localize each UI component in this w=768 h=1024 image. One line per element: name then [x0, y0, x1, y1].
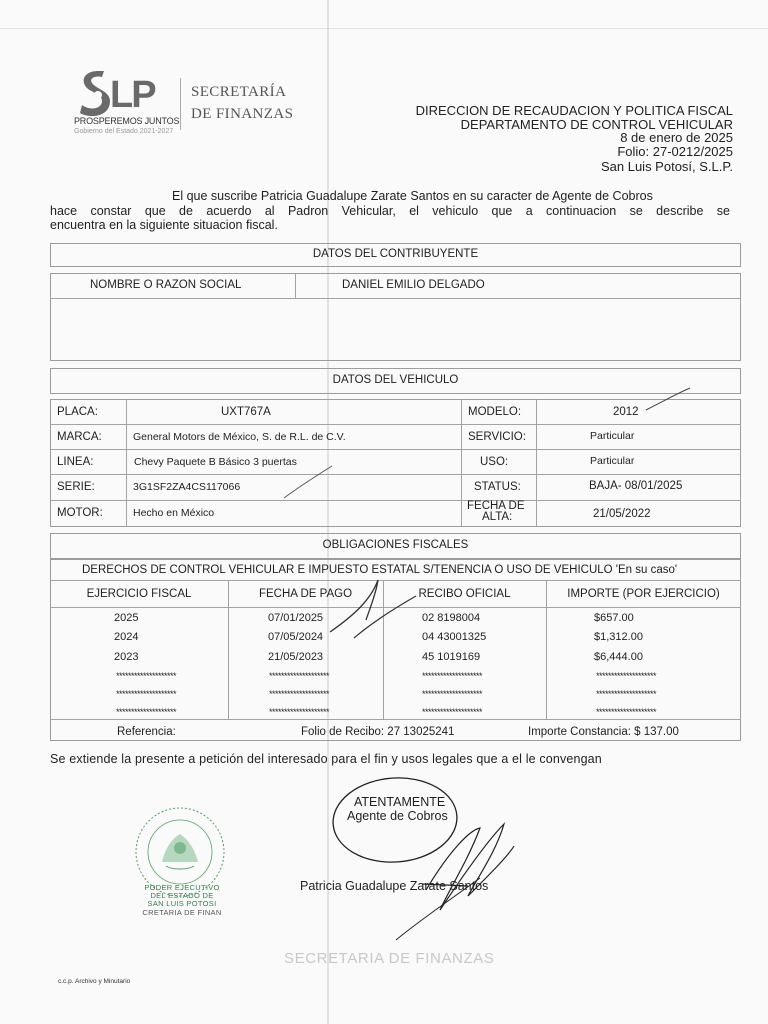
intro-line-3: encuentra en la siguiente situacion fiscal.	[50, 218, 278, 232]
referencia-label: Referencia:	[117, 726, 176, 738]
secretaria-label: SECRETARÍA	[191, 84, 287, 100]
fecha-alta-value: 21/05/2022	[593, 508, 651, 520]
intro-line-1: El que suscribe Patricia Guadalupe Zarate Santos en su caracter de Agente de Cobros	[172, 189, 653, 203]
status-value: BAJA- 08/01/2025	[589, 480, 683, 492]
contribuyente-row-divider	[50, 298, 741, 299]
logo-divider	[180, 78, 181, 130]
cell-recibo: 45 1019169	[422, 651, 481, 663]
intro-line-2: hace constar que de acuerdo al Padron Vehicular, el vehiculo que a continuacion se describe se	[50, 204, 730, 218]
modelo-value: 2012	[613, 406, 639, 418]
marca-value: General Motors de México, S. de R.L. de C.V.	[133, 431, 346, 443]
cell-masked: ********************	[422, 671, 483, 681]
obligaciones-subtitle: DERECHOS DE CONTROL VEHICULAR E IMPUESTO ESTATAL S/TENENCIA O USO DE VEHICULO 'En su caso'	[82, 564, 678, 576]
header-city: San Luis Potosí, S.L.P.	[600, 159, 733, 174]
serie-value: 3G1SF2ZA4CS117066	[133, 481, 241, 493]
placa-label: PLACA:	[57, 406, 98, 418]
header-direccion: DIRECCION DE RECAUDACION Y POLITICA FISCAL	[415, 103, 733, 118]
slp-logo-icon	[76, 67, 176, 117]
cell-ejercicio: 2023	[114, 651, 139, 663]
cell-fecha: 07/01/2025	[268, 612, 324, 624]
fecha-alta-label-2: ALTA:	[482, 511, 513, 523]
linea-label: LINEA:	[57, 456, 94, 468]
header-departamento: DEPARTAMENTO DE CONTROL VEHICULAR	[460, 117, 733, 132]
atentamente: ATENTAMENTE	[354, 795, 446, 809]
cell-importe: $6,444.00	[594, 651, 643, 663]
cell-masked: ********************	[596, 707, 657, 717]
folio-recibo: Folio de Recibo: 27 13025241	[301, 726, 455, 738]
motor-value: Hecho en México	[133, 507, 215, 519]
vehiculo-col-divider	[126, 399, 127, 527]
importe-constancia: Importe Constancia: $ 137.00	[528, 726, 679, 738]
header-date: 8 de enero de 2025	[620, 130, 733, 145]
obligaciones-title: OBLIGACIONES FISCALES	[322, 539, 469, 551]
signer-name: Patricia Guadalupe Zarate Santos	[300, 879, 489, 893]
cell-ejercicio: 2025	[114, 612, 139, 624]
servicio-value: Particular	[590, 430, 635, 442]
cell-masked: ********************	[422, 707, 483, 717]
cell-importe: $1,312.00	[594, 631, 643, 643]
obligaciones-col-divider	[228, 580, 229, 719]
ccp-note: c.c.p. Archivo y Minutario	[58, 978, 131, 985]
modelo-label: MODELO:	[468, 406, 522, 418]
cell-recibo: 02 8198004	[422, 612, 481, 624]
uso-label: USO:	[480, 456, 509, 468]
obligaciones-divider	[50, 719, 741, 720]
seal-line-2: DEL ESTADO DE	[150, 891, 214, 900]
cell-masked: ********************	[422, 689, 483, 699]
cell-masked: ********************	[596, 689, 657, 699]
cell-masked: ********************	[596, 671, 657, 681]
cell-masked: ********************	[116, 671, 177, 681]
handwritten-check-marks	[270, 380, 710, 650]
cell-masked: ********************	[269, 671, 330, 681]
logo-subtitle: Gobierno del Estado 2021-2027	[74, 128, 174, 135]
cell-fecha: 07/05/2024	[268, 631, 324, 643]
contribuyente-col-divider	[295, 273, 296, 298]
cell-importe: $657.00	[594, 612, 634, 624]
marca-label: MARCA:	[57, 431, 102, 443]
cell-masked: ********************	[116, 707, 177, 717]
contribuyente-title: DATOS DEL CONTRIBUYENTE	[312, 248, 479, 260]
logo-tagline: PROSPEREMOS JUNTOS	[74, 116, 180, 126]
svg-text:LP: LP	[110, 74, 155, 116]
seal-line-1: PODER EJECUTIVO	[144, 883, 220, 892]
linea-value: Chevy Paquete B Básico 3 puertas	[134, 456, 297, 468]
header-folio: Folio: 27-0212/2025	[617, 144, 733, 159]
cell-masked: ********************	[269, 689, 330, 699]
nombre-label: NOMBRE O RAZON SOCIAL	[90, 279, 242, 291]
col-header-importe: IMPORTE (POR EJERCICIO)	[567, 588, 720, 600]
cell-ejercicio: 2024	[114, 631, 139, 643]
cell-recibo: 04 43001325	[422, 631, 487, 643]
agente-role: Agente de Cobros	[347, 809, 448, 823]
page-top-edge	[0, 28, 768, 29]
seal-line-3: SAN LUIS POTOSI	[147, 899, 217, 908]
col-header-recibo: RECIBO OFICIAL	[418, 588, 511, 600]
cell-fecha: 21/05/2023	[268, 651, 324, 663]
vehiculo-title: DATOS DEL VEHICULO	[332, 374, 459, 386]
fecha-alta-label-1: FECHA DE	[467, 500, 525, 512]
placa-value: UXT767A	[221, 406, 271, 418]
nombre-value: DANIEL EMILIO DELGADO	[342, 279, 485, 291]
col-header-fecha: FECHA DE PAGO	[258, 588, 353, 600]
col-header-ejercicio: EJERCICIO FISCAL	[86, 588, 192, 600]
serie-label: SERIE:	[57, 481, 95, 493]
motor-label: MOTOR:	[57, 507, 103, 519]
finanzas-label: DE FINANZAS	[191, 106, 294, 122]
servicio-label: SERVICIO:	[468, 431, 526, 443]
seal-line-4: CRETARIA DE FINAN	[142, 908, 222, 917]
cell-masked: ********************	[116, 689, 177, 699]
status-label: STATUS:	[474, 481, 521, 493]
closing-text: Se extiende la presente a petición del interesado para el fin y usos legales que a el le convengan	[50, 752, 602, 766]
uso-value: Particular	[590, 455, 635, 467]
footer-watermark: SECRETARIA DE FINANZAS	[284, 950, 495, 967]
cell-masked: ********************	[269, 707, 330, 717]
